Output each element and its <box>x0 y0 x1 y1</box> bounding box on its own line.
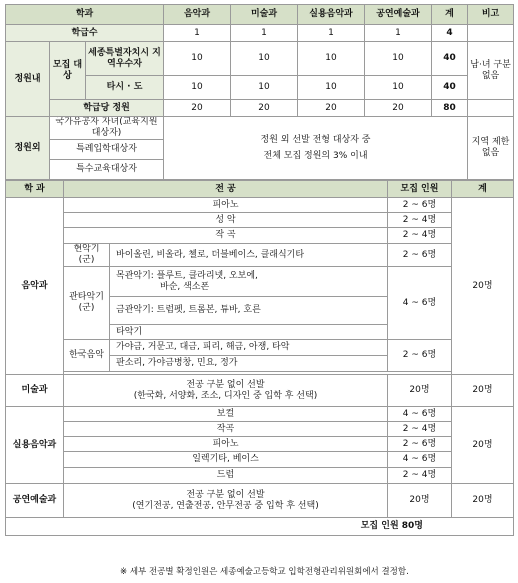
other-applied: 10 <box>298 76 365 100</box>
per-class-applied: 20 <box>298 100 365 117</box>
performing-desc-line2: (연기전공, 연출전공, 안무전공 중 입학 후 선택) <box>132 500 319 511</box>
header-total: 계 <box>452 181 514 198</box>
out-quota-desc-line2: 전체 모집 정원의 3% 이내 <box>263 150 368 161</box>
count-art: 20명 <box>388 375 452 407</box>
group-strings: 현악기(군) <box>64 244 110 267</box>
sejong-music: 10 <box>164 42 231 76</box>
sejong-applied: 10 <box>298 42 365 76</box>
count-strings: 2 ~ 6명 <box>388 244 452 267</box>
per-class-music: 20 <box>164 100 231 117</box>
count-applied-drum: 2 ~ 4명 <box>388 468 452 484</box>
woodwind-line1: 목관악기: 플루트, 클라리넷, 오보에, <box>116 270 258 281</box>
major-composition: 작 곡 <box>64 228 388 244</box>
out-cat-special: 특례입학대상자 <box>50 140 164 160</box>
count-applied-vocal: 4 ~ 6명 <box>388 407 452 422</box>
header-dept: 학 과 <box>6 181 64 198</box>
art-desc <box>64 375 388 407</box>
items-strings: 바이올린, 비올라, 첼로, 더블베이스, 클래식기타 <box>110 244 388 267</box>
count-performing: 20명 <box>388 484 452 518</box>
items-woodwind <box>110 267 388 297</box>
recruit-target-label: 모집 대상 <box>50 42 86 100</box>
sejong-local-label: 세종특별자치시 지역우수자 <box>86 42 164 76</box>
sejong-art: 10 <box>231 42 298 76</box>
in-quota-label: 정원내 <box>6 42 50 117</box>
class-count-performing: 1 <box>365 25 432 42</box>
major-applied-drum: 드럼 <box>64 468 388 484</box>
per-class-performing: 20 <box>365 100 432 117</box>
art-total: 20명 <box>452 375 514 407</box>
count-piano: 2 ~ 6명 <box>388 198 452 213</box>
items-korean-1: 가야금, 거문고, 대금, 피리, 해금, 아쟁, 타악 <box>110 340 388 356</box>
header-major: 전 공 <box>64 181 388 198</box>
applied-total: 20명 <box>452 407 514 484</box>
quota-table <box>5 4 514 180</box>
dept-art: 미술과 <box>6 375 64 407</box>
grand-total: 모집 인원 80명 <box>6 518 514 536</box>
dept-music: 음악과 <box>6 198 64 375</box>
count-applied-composition: 2 ~ 4명 <box>388 422 452 437</box>
major-applied-piano: 피아노 <box>64 437 388 452</box>
performing-total: 20명 <box>452 484 514 518</box>
header-total: 계 <box>432 5 468 25</box>
other-total: 40 <box>432 76 468 100</box>
header-music: 음악과 <box>164 5 231 25</box>
art-desc-line1: 전공 구분 없이 선발 <box>186 379 265 390</box>
performing-desc-line1: 전공 구분 없이 선발 <box>186 489 265 500</box>
major-piano: 피아노 <box>64 198 388 213</box>
header-performing-arts: 공연예술과 <box>365 5 432 25</box>
count-applied-piano: 2 ~ 6명 <box>388 437 452 452</box>
other-region-label: 타시 · 도 <box>86 76 164 100</box>
out-cat-special-ed: 특수교육대상자 <box>50 160 164 180</box>
major-applied-guitar-bass: 일렉기타, 베이스 <box>64 452 388 468</box>
header-art: 미술과 <box>231 5 298 25</box>
header-count: 모집 인원 <box>388 181 452 198</box>
class-count-applied: 1 <box>298 25 365 42</box>
other-art: 10 <box>231 76 298 100</box>
count-vocal: 2 ~ 4명 <box>388 213 452 228</box>
per-class-art: 20 <box>231 100 298 117</box>
region-note: 지역 제한 없음 <box>468 117 514 180</box>
gender-note: 남·녀 구분 없음 <box>468 42 514 100</box>
header-applied-music: 실용음악과 <box>298 5 365 25</box>
sejong-performing: 10 <box>365 42 432 76</box>
header-dept: 학과 <box>6 5 164 25</box>
out-quota-desc-line1: 정원 외 선발 전형 대상자 중 <box>260 134 371 145</box>
count-applied-guitar-bass: 4 ~ 6명 <box>388 452 452 468</box>
other-performing: 10 <box>365 76 432 100</box>
count-winds: 4 ~ 6명 <box>388 267 452 340</box>
class-count-art: 1 <box>231 25 298 42</box>
count-korean: 2 ~ 6명 <box>388 340 452 372</box>
items-korean-2: 판소리, 가야금병창, 민요, 정가 <box>110 356 388 372</box>
class-count-total: 4 <box>432 25 468 42</box>
other-music: 10 <box>164 76 231 100</box>
music-total: 20명 <box>452 198 514 375</box>
out-cat-merit: 국가유공자 자녀(교육지원대상자) <box>50 117 164 140</box>
sejong-total: 40 <box>432 42 468 76</box>
class-count-label: 학급수 <box>6 25 164 42</box>
group-korean: 한국음악 <box>64 340 110 372</box>
group-winds: 관타악기(군) <box>64 267 110 340</box>
woodwind-line2: 바순, 색소폰 <box>160 281 210 292</box>
per-class-label: 학급당 정원 <box>50 100 164 117</box>
dept-performing-arts: 공연예술과 <box>6 484 64 518</box>
count-composition: 2 ~ 4명 <box>388 228 452 244</box>
per-class-total: 80 <box>432 100 468 117</box>
footnote: ※ 세부 전공별 확정인원은 세종예술고등학교 입학전형관리위원회에서 결정함. <box>120 567 409 577</box>
items-brass: 금관악기: 트럼펫, 트롬본, 튜바, 호른 <box>110 297 388 325</box>
performing-desc <box>64 484 388 518</box>
out-quota-label: 정원외 <box>6 117 50 180</box>
items-percussion: 타악기 <box>110 325 388 340</box>
art-desc-line2: (한국화, 서양화, 조소, 디자인 중 입학 후 선택) <box>133 390 318 401</box>
major-vocal: 성 악 <box>64 213 388 228</box>
class-count-music: 1 <box>164 25 231 42</box>
header-remark: 비고 <box>468 5 514 25</box>
out-quota-desc <box>164 117 468 180</box>
major-applied-vocal: 보컬 <box>64 407 388 422</box>
dept-applied-music: 실용음악과 <box>6 407 64 484</box>
major-applied-composition: 작곡 <box>64 422 388 437</box>
majors-table <box>5 180 514 536</box>
